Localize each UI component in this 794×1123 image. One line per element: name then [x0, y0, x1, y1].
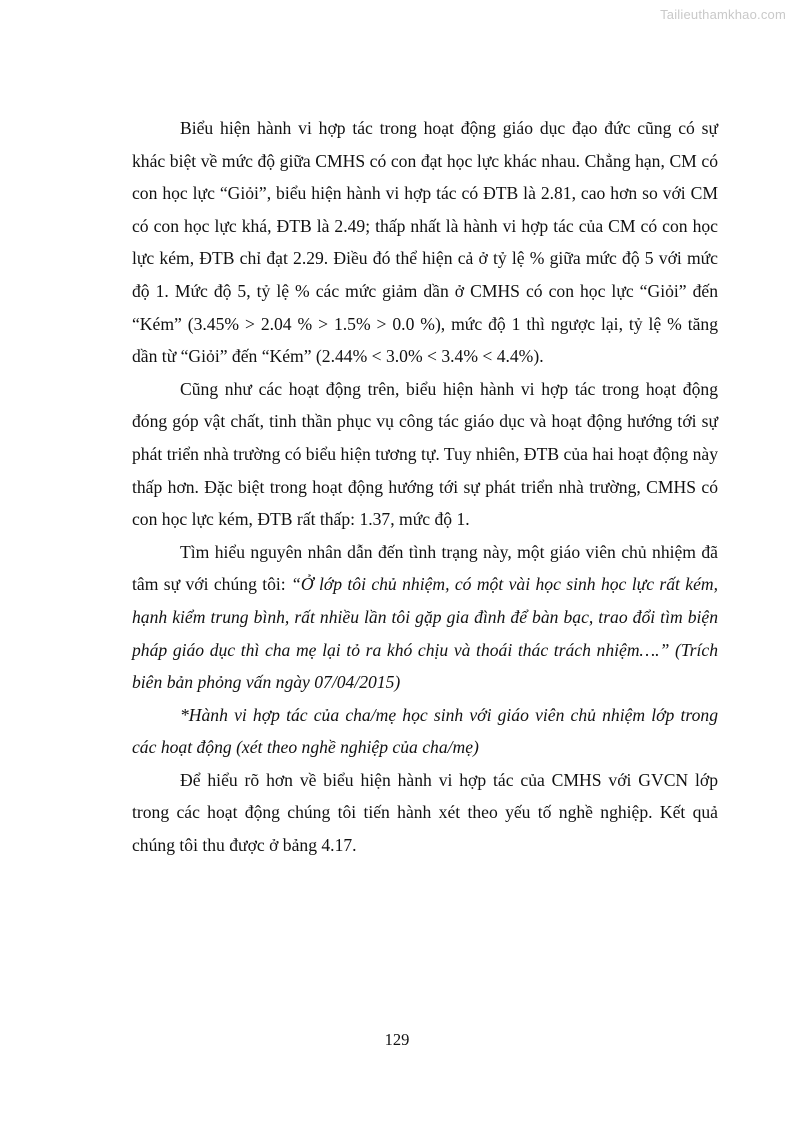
paragraph-1: Biểu hiện hành vi hợp tác trong hoạt động giáo dục đạo đức cũng có sự khác biệt về mức độ giữa CMHS có con đạt học lực khác nhau. Chẳng hạn, CM có con học lực “Giỏi”, biểu hiện hành vi hợp tác có ĐTB là 2.81, cao hơn so với CM có con học lực khá, ĐTB là 2.49; thấp nhất là hành vi hợp tác của CM có con học lực kém, ĐTB chỉ đạt 2.29. Điều đó thể hiện cả ở tỷ lệ % giữa mức độ 5 với mức độ 1. Mức độ 5, tỷ lệ % các mức giảm dần ở CMHS có con học lực “Giỏi” đến “Kém” (3.45% > 2.04 % > 1.5% > 0.0 %), mức độ 1 thì ngược lại, tỷ lệ % tăng dần từ “Giỏi” đến “Kém” (2.44% < 3.0% < 3.4% < 4.4%). [132, 118, 718, 367]
document-body [132, 112, 718, 862]
page-number: 129 [384, 1030, 410, 1049]
paragraph-5: Để hiểu rõ hơn về biểu hiện hành vi hợp tác của CMHS với GVCN lớp trong các hoạt động chúng tôi tiến hành xét theo yếu tố nghề nghiệp. Kết quả chúng tôi thu được ở bảng 4.17. [132, 769, 718, 856]
paragraph-3-lead: Tìm hiểu nguyên nhân dẫn đến tình trạng này, một giáo viên chủ nhiệm đã tâm sự với chúng tôi: [132, 541, 718, 595]
section-heading-italic: *Hành vi hợp tác của cha/mẹ học sinh với giáo viên chủ nhiệm lớp trong các hoạt động (xét theo nghề nghiệp của cha/mẹ) [132, 704, 718, 758]
watermark-text: Tailieuthamkhao.com [660, 7, 786, 22]
paragraph-3 [132, 536, 718, 699]
paragraph-2: Cũng như các hoạt động trên, biểu hiện hành vi hợp tác trong hoạt động đóng góp vật chất, tinh thần phục vụ công tác giáo dục và hoạt động hướng tới sự phát triển nhà trường có biểu hiện tương tự. Tuy nhiên, ĐTB của hai hoạt động này thấp hơn. Đặc biệt trong hoạt động hướng tới sự phát triển nhà trường, CMHS có con học lực kém, ĐTB rất thấp: 1.37, mức độ 1. [132, 378, 718, 530]
interview-quote: “Ở lớp tôi chủ nhiệm, có một vài học sinh học lực rất kém, hạnh kiểm trung bình, rất nhiều lần tôi gặp gia đình để bàn bạc, trao đổi tìm biện pháp giáo dục thì cha mẹ lại tỏ ra khó chịu và thoái thác trách nhiệm….” (Trích biên bản phỏng vấn ngày 07/04/2015) [132, 574, 719, 693]
